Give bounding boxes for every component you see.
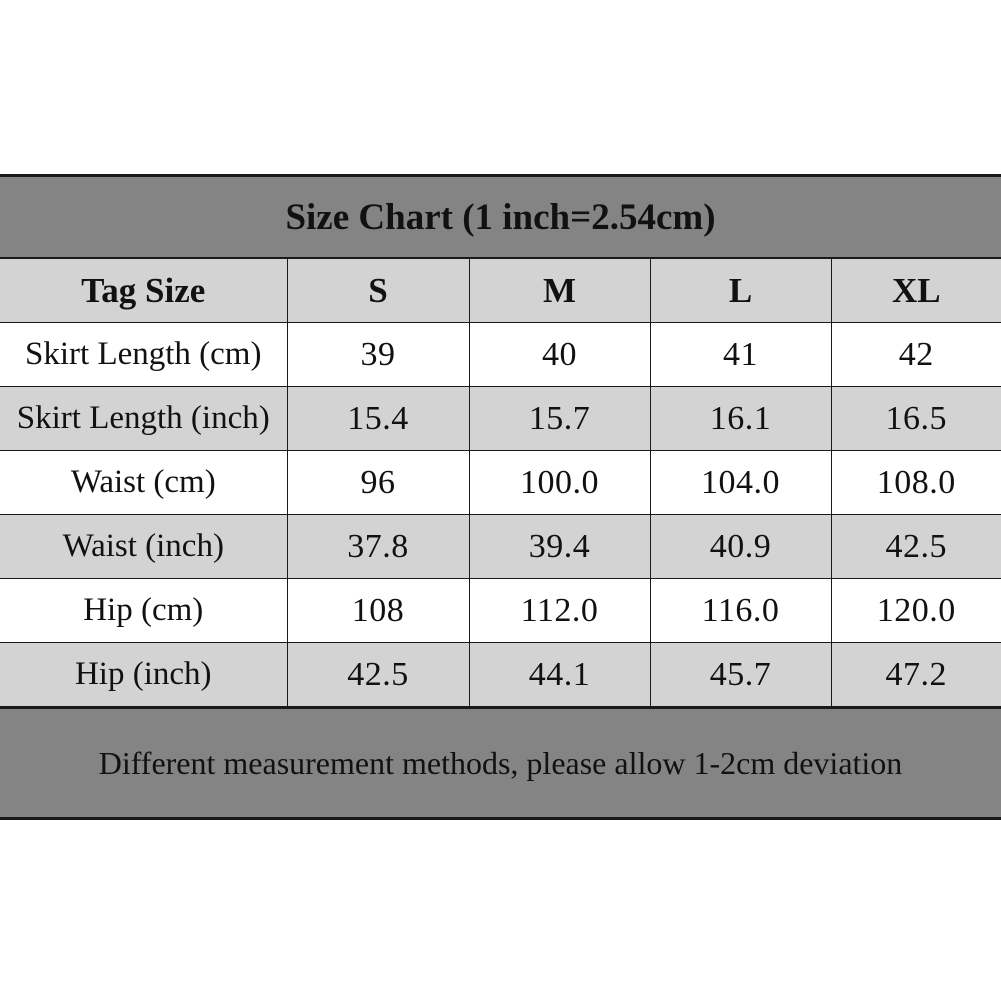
header-size-xl: XL (831, 259, 1001, 323)
cell-value: 104.0 (650, 451, 831, 515)
row-label: Waist (inch) (0, 515, 287, 579)
cell-value: 15.7 (469, 387, 650, 451)
cell-value: 15.4 (287, 387, 469, 451)
cell-value: 40.9 (650, 515, 831, 579)
cell-value: 42.5 (831, 515, 1001, 579)
cell-value: 108.0 (831, 451, 1001, 515)
cell-value: 112.0 (469, 579, 650, 643)
header-tag-size: Tag Size (0, 259, 287, 323)
table-row (0, 451, 1001, 515)
cell-value: 16.1 (650, 387, 831, 451)
cell-value: 44.1 (469, 643, 650, 707)
cell-value: 108 (287, 579, 469, 643)
table-row (0, 387, 1001, 451)
row-label: Waist (cm) (0, 451, 287, 515)
cell-value: 45.7 (650, 643, 831, 707)
header-size-m: M (469, 259, 650, 323)
chart-title: Size Chart (1 inch=2.54cm) (0, 177, 1001, 259)
table-row (0, 643, 1001, 707)
deviation-note: Different measurement methods, please allow 1-2cm deviation (0, 707, 1001, 817)
table-row (0, 579, 1001, 643)
cell-value: 42.5 (287, 643, 469, 707)
cell-value: 40 (469, 323, 650, 387)
row-label: Skirt Length (cm) (0, 323, 287, 387)
cell-value: 37.8 (287, 515, 469, 579)
cell-value: 39 (287, 323, 469, 387)
cell-value: 47.2 (831, 643, 1001, 707)
row-label: Skirt Length (inch) (0, 387, 287, 451)
cell-value: 16.5 (831, 387, 1001, 451)
cell-value: 42 (831, 323, 1001, 387)
cell-value: 120.0 (831, 579, 1001, 643)
size-table (0, 259, 1001, 707)
cell-value: 96 (287, 451, 469, 515)
row-label: Hip (inch) (0, 643, 287, 707)
table-row (0, 515, 1001, 579)
size-chart (0, 174, 1001, 820)
cell-value: 100.0 (469, 451, 650, 515)
table-row (0, 323, 1001, 387)
header-row (0, 259, 1001, 323)
header-size-s: S (287, 259, 469, 323)
cell-value: 116.0 (650, 579, 831, 643)
cell-value: 41 (650, 323, 831, 387)
row-label: Hip (cm) (0, 579, 287, 643)
header-size-l: L (650, 259, 831, 323)
cell-value: 39.4 (469, 515, 650, 579)
